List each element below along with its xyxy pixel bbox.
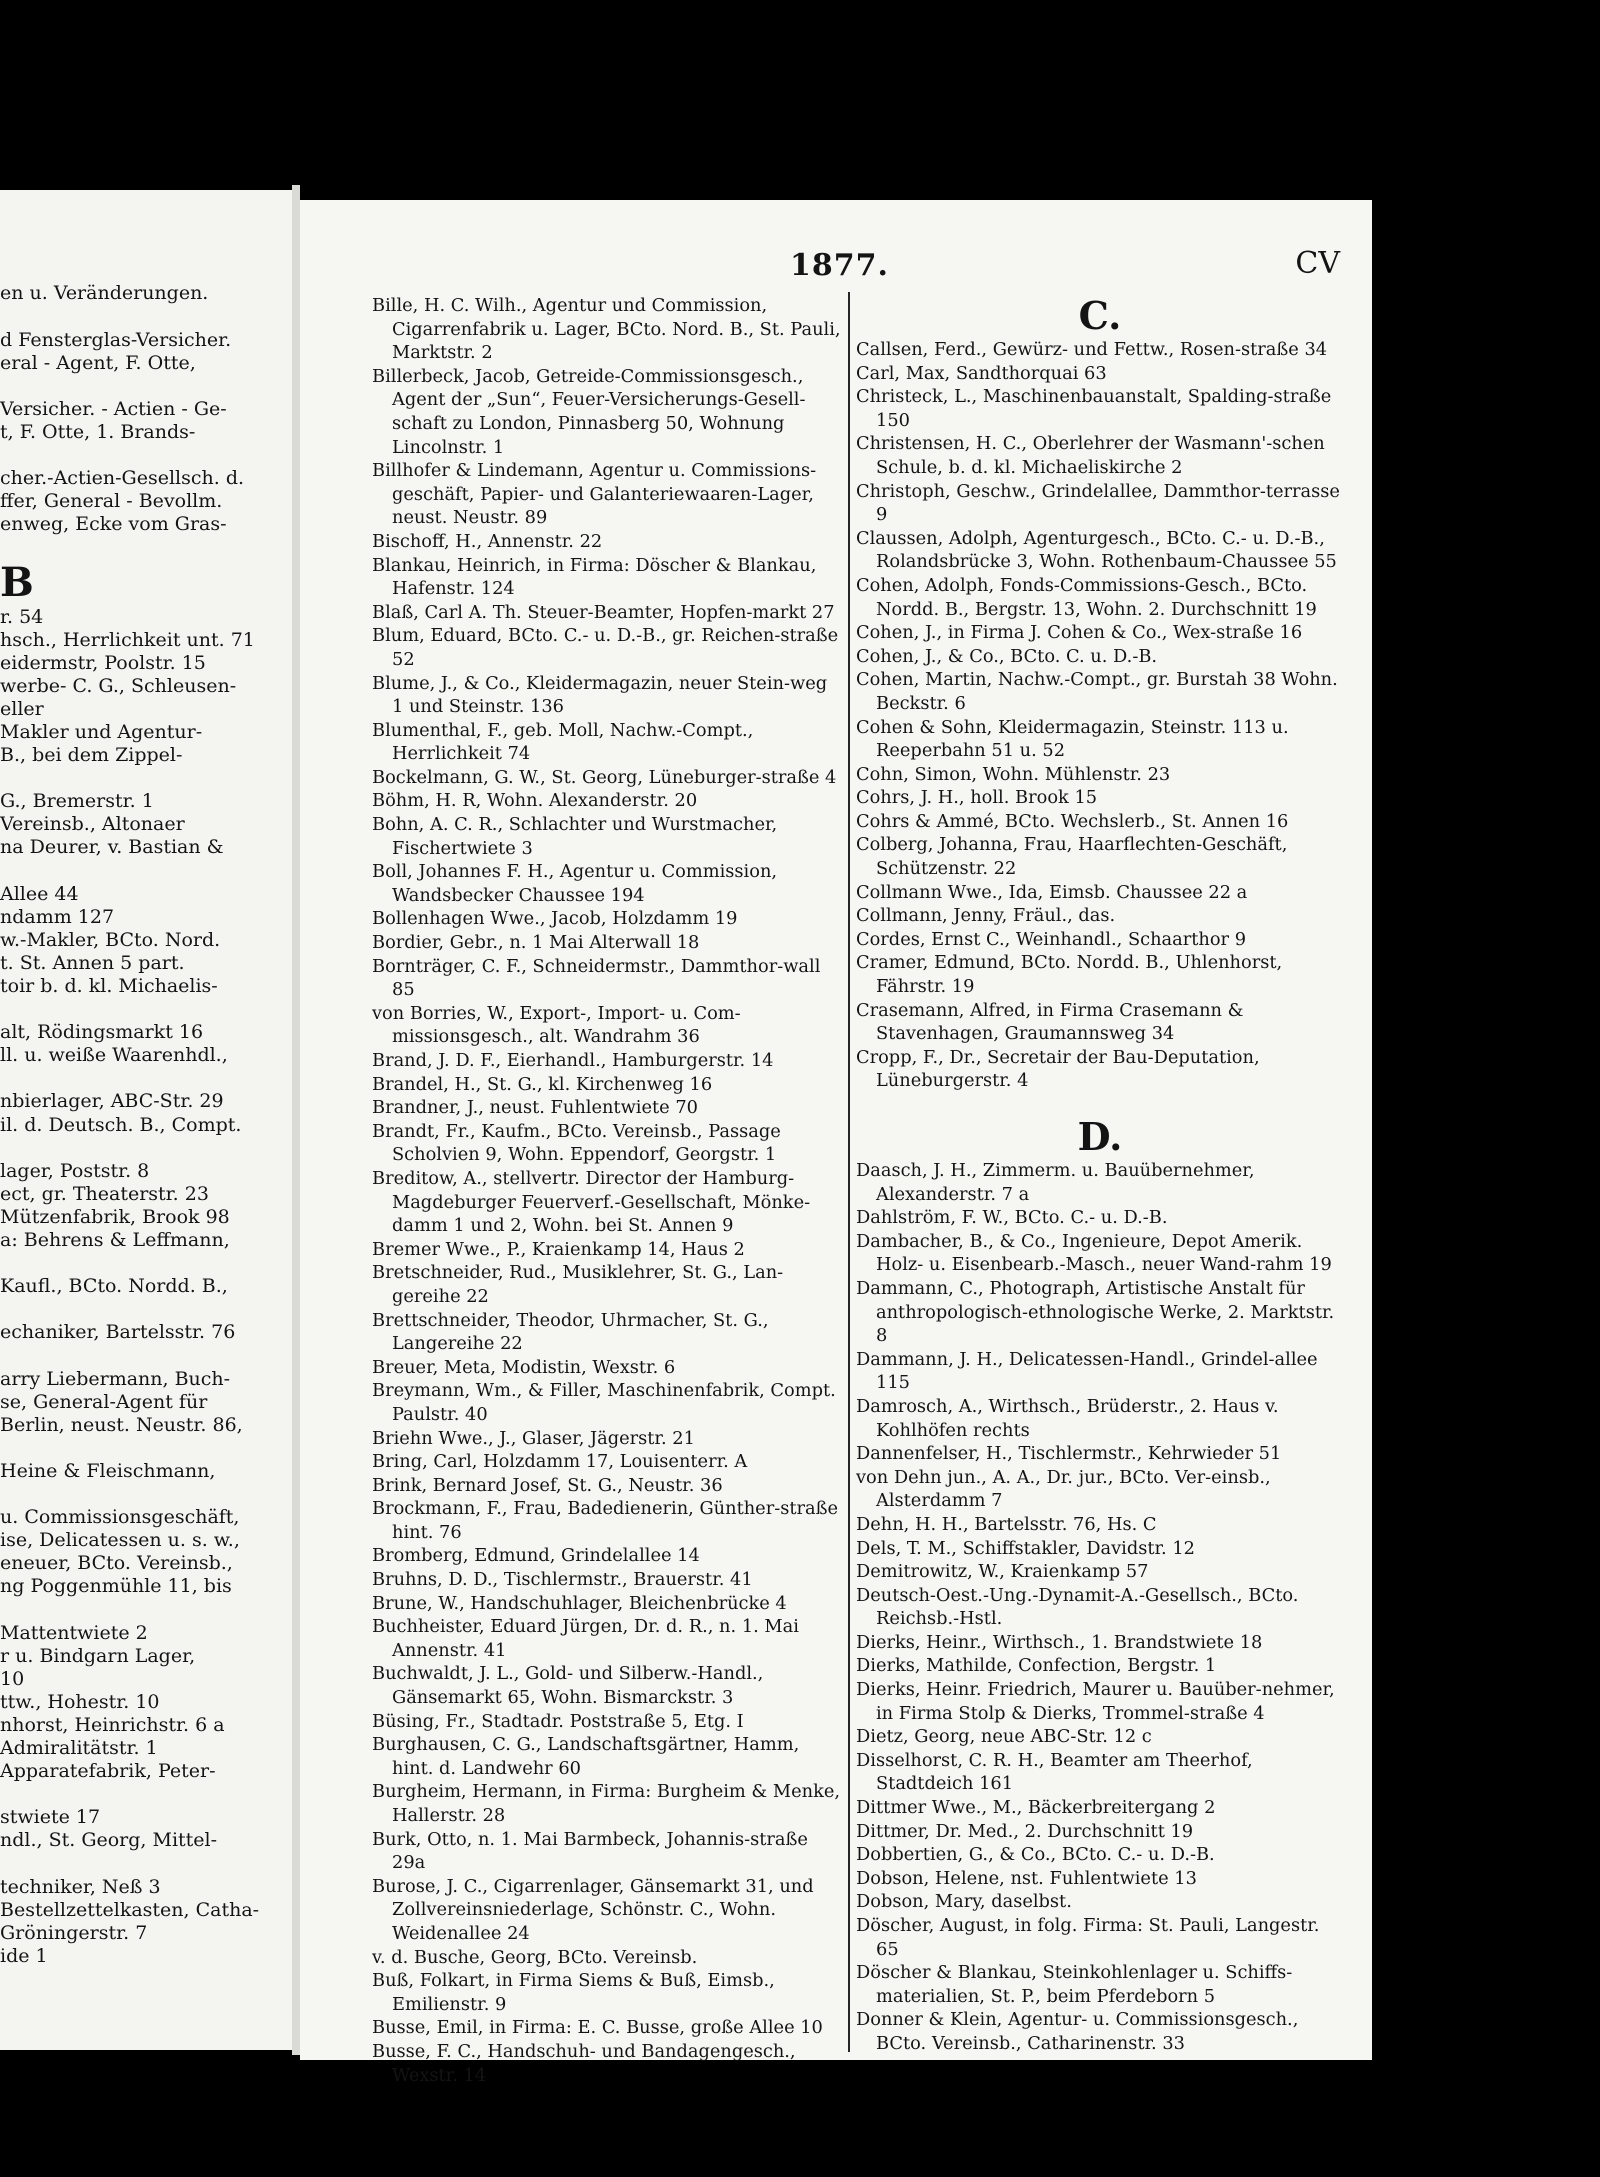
left-page-line: Makler und Agentur- (0, 720, 203, 743)
directory-entry: Bruhns, D. D., Tischlermstr., Brauerstr. 41 (372, 1569, 753, 1591)
directory-entry: Buchwaldt, J. L., Gold- und Silberw.-Handl., Gänsemarkt 65, Wohn. Bismarckstr. 3 (372, 1663, 764, 1709)
directory-entry: Cropp, F., Dr., Secretair der Bau-Deputation, Lüneburgerstr. 4 (856, 1046, 1260, 1092)
directory-entry: Bockelmann, G. W., St. Georg, Lüneburger-straße 4 (372, 766, 837, 788)
left-page-line: eneuer, BCto. Vereinsb., (0, 1552, 233, 1575)
left-page-line: r. 54 (0, 605, 44, 628)
left-page-line: Kaufl., BCto. Nordd. B., (0, 1275, 228, 1298)
directory-entry: Damrosch, A., Wirthsch., Brüderstr., 2. Haus v. Kohlhöfen rechts (856, 1395, 1279, 1441)
left-page-line: eller (0, 697, 44, 720)
directory-entry: Dittmer, Dr. Med., 2. Durchschnitt 19 (856, 1820, 1194, 1842)
page-year: 1877. (790, 248, 889, 283)
left-page-line: Allee 44 (0, 882, 79, 905)
left-page-line (0, 998, 292, 1021)
left-page-line (0, 444, 292, 467)
left-page-line (0, 190, 292, 213)
directory-entry: Dobson, Helene, nst. Fuhlentwiete 13 (856, 1867, 1197, 1889)
directory-entry: Disselhorst, C. R. H., Beamter am Theerhof, Stadtdeich 161 (856, 1749, 1253, 1795)
directory-entry: Cohen & Sohn, Kleidermagazin, Steinstr. 113 u. Reeperbahn 51 u. 52 (856, 716, 1289, 762)
directory-entry: Burose, J. C., Cigarrenlager, Gänsemarkt 31, und Zollvereinsniederlage, Schönstr. C., Wohn. Weidenallee 24 (372, 1875, 814, 1944)
left-page-line: nhorst, Heinrichstr. 6 a (0, 1714, 225, 1736)
left-page-line: stwiete 17 (0, 1806, 101, 1829)
left-page-line: B., bei dem Zippel- (0, 744, 183, 767)
left-page-line (0, 860, 292, 883)
directory-entry: Bretschneider, Rud., Musiklehrer, St. G., Lan-gereihe 22 (372, 1262, 784, 1307)
left-page-line: Bestellzettelkasten, Catha- (0, 1898, 260, 1921)
left-page-line: echaniker, Bartelsstr. 76 (0, 1321, 236, 1344)
left-page-line: Mattentwiete 2 (0, 1621, 148, 1644)
directory-entry: Bille, H. C. Wilh., Agentur und Commission, Cigarrenfabrik u. Lager, BCto. Nord. B., St. Pauli, Marktstr. 2 (372, 295, 841, 364)
directory-entry: Cohen, Martin, Nachw.-Compt., gr. Burstah 38 Wohn. Beckstr. 6 (856, 669, 1338, 714)
left-page-line: se, General-Agent für (0, 1390, 208, 1413)
left-page-line: il. d. Deutsch. B., Compt. (0, 1113, 242, 1136)
directory-entry: Brandner, J., neust. Fuhlentwiete 70 (372, 1097, 698, 1119)
left-page-line: arry Liebermann, Buch- (0, 1367, 231, 1390)
directory-entry: Christensen, H. C., Oberlehrer der Wasmann'-schen Schule, b. d. kl. Michaeliskirche 2 (856, 433, 1325, 478)
left-page-line: Gröningerstr. 7 (0, 1921, 148, 1944)
left-page-line: w.-Makler, BCto. Nord. (0, 928, 221, 951)
directory-entry: Buß, Folkart, in Firma Siems & Buß, Eimsb., Emilienstr. 9 (372, 1970, 775, 2015)
left-page-line (0, 236, 292, 259)
directory-entry: Colberg, Johanna, Frau, Haarflechten-Geschäft, Schützenstr. 22 (856, 834, 1288, 880)
directory-entry: Brune, W., Handschuhlager, Bleichenbrücke 4 (372, 1592, 787, 1614)
directory-entry: Cohen, Adolph, Fonds-Commissions-Gesch., BCto. Nordd. B., Bergstr. 13, Wohn. 2. Durchschnitt 19 (856, 574, 1317, 620)
left-page-line: ll. u. weiße Waarenhdl., (0, 1044, 228, 1067)
directory-entry: Blume, J., & Co., Kleidermagazin, neuer Stein-weg 1 und Steinstr. 136 (372, 672, 828, 718)
directory-entry: Cohen, J., in Firma J. Cohen & Co., Wex-straße 16 (856, 622, 1303, 644)
directory-entry: Billhofer & Lindemann, Agentur u. Commissions-geschäft, Papier- und Galanteriewaaren-Lager, neust. Neustr. 89 (372, 460, 817, 529)
left-page-line (0, 259, 292, 282)
directory-entry: Dels, T. M., Schiffstakler, Davidstr. 12 (856, 1537, 1195, 1559)
directory-entry: Christeck, L., Maschinenbauanstalt, Spalding-straße 150 (856, 386, 1332, 431)
directory-entry: Blaß, Carl A. Th. Steuer-Beamter, Hopfen-markt 27 (372, 601, 835, 623)
directory-entry: Blankau, Heinrich, in Firma: Döscher & Blankau, Hafenstr. 124 (372, 554, 817, 600)
directory-entry: Döscher & Blankau, Steinkohlenlager u. Schiffs-materialien, St. P., beim Pferdeborn 5 (856, 1962, 1293, 2007)
left-page-line: Admiralitätstr. 1 (0, 1737, 158, 1760)
directory-entry: Demitrowitz, W., Kraienkamp 57 (856, 1561, 1149, 1583)
directory-entry: von Borries, W., Export-, Import- u. Com-missionsgesch., alt. Wandrahm 36 (372, 1002, 741, 1048)
left-page-line: en u. Veränderungen. (0, 282, 209, 305)
directory-column-1 (372, 294, 842, 2087)
directory-entry: Dierks, Heinr., Wirthsch., 1. Brandstwiete 18 (856, 1631, 1263, 1653)
directory-entry: Dammann, J. H., Delicatessen-Handl., Grindel-allee 115 (856, 1348, 1318, 1394)
directory-entry: Collmann, Jenny, Fräul., das. (856, 905, 1116, 927)
left-page-line (0, 1067, 292, 1090)
directory-entry: Brandel, H., St. G., kl. Kirchenweg 16 (372, 1073, 713, 1095)
directory-entry: Blumenthal, F., geb. Moll, Nachw.-Compt., Herrlichkeit 74 (372, 719, 754, 765)
left-page-line: Berlin, neust. Neustr. 86, (0, 1413, 243, 1436)
directory-entry: Boll, Johannes F. H., Agentur u. Commission, Wandsbecker Chaussee 194 (372, 861, 778, 906)
directory-entry: Böhm, H. R, Wohn. Alexanderstr. 20 (372, 790, 698, 812)
left-page-line: Apparatefabrik, Peter- (0, 1760, 216, 1783)
directory-entry: Brettschneider, Theodor, Uhrmacher, St. G., Langereihe 22 (372, 1309, 769, 1355)
left-page-line (0, 1137, 292, 1160)
left-page-line: ng Poggenmühle 11, bis (0, 1575, 232, 1598)
left-page-line: r u. Bindgarn Lager, (0, 1644, 196, 1667)
left-page-line: B (0, 558, 34, 606)
right-page (300, 200, 1372, 2086)
directory-entry: v. d. Busche, Georg, BCto. Vereinsb. (372, 1946, 698, 1968)
left-page-line (0, 375, 292, 398)
directory-entry: Dambacher, B., & Co., Ingenieure, Depot Amerik. Holz- u. Eisenbearb.-Masch., neuer Wand-rahm 19 (856, 1230, 1332, 1276)
left-page-line: Versicher. - Actien - Ge- (0, 397, 227, 420)
left-page-line (0, 767, 292, 790)
left-page-line (0, 213, 292, 236)
left-page-line: lager, Poststr. 8 (0, 1159, 150, 1182)
directory-entry: Burk, Otto, n. 1. Mai Barmbeck, Johannis-straße 29a (372, 1828, 808, 1874)
directory-entry: Dobson, Mary, daselbst. (856, 1891, 1072, 1913)
directory-entry: Cohen, J., & Co., BCto. C. u. D.-B. (856, 645, 1158, 667)
directory-entry: Billerbeck, Jacob, Getreide-Commissionsgesch., Agent der „Sun“, Feuer-Versicherungs-Gesell-schaft zu London, Pinnasberg 50, Wohnung Lincolnstr. 1 (372, 365, 806, 458)
left-page-line: ect, gr. Theaterstr. 23 (0, 1182, 209, 1205)
left-page-line (0, 536, 292, 559)
directory-entry: Dahlström, F. W., BCto. C.- u. D.-B. (856, 1207, 1168, 1229)
directory-entry: Brockmann, F., Frau, Badedienerin, Günther-straße hint. 76 (372, 1498, 838, 1543)
directory-entry: Dittmer Wwe., M., Bäckerbreitergang 2 (856, 1797, 1216, 1819)
directory-entry: Döscher, August, in folg. Firma: St. Pauli, Langestr. 65 (856, 1915, 1320, 1960)
directory-entry: Cramer, Edmund, BCto. Nordd. B., Uhlenhorst, Fährstr. 19 (856, 952, 1283, 998)
left-page-line: 10 (0, 1667, 25, 1690)
directory-entry: Dierks, Heinr. Friedrich, Maurer u. Bauüber-nehmer, in Firma Stolp & Dierks, Trommel-straße 4 (856, 1679, 1335, 1724)
directory-entry: Crasemann, Alfred, in Firma Crasemann & Stavenhagen, Graumannsweg 34 (856, 999, 1244, 1045)
left-page-line: Vereinsb., Altonaer (0, 813, 185, 836)
left-page-line: ffer, General - Bevollm. (0, 490, 223, 513)
left-page-line (0, 1599, 292, 1622)
directory-entry: Dierks, Mathilde, Confection, Bergstr. 1 (856, 1655, 1217, 1677)
directory-entry: Dobbertien, G., & Co., BCto. C.- u. D.-B. (856, 1844, 1215, 1866)
page-header (300, 248, 1372, 282)
left-page-line: G., Bremerstr. 1 (0, 790, 154, 813)
directory-entry: Cordes, Ernst C., Weinhandl., Schaarthor 9 (856, 928, 1247, 950)
directory-entry: Büsing, Fr., Stadtadr. Poststraße 5, Etg. I (372, 1710, 744, 1732)
left-page-line: toir b. d. kl. Michaelis- (0, 975, 218, 997)
left-page-line (0, 1783, 292, 1806)
directory-entry: Dammann, C., Photograph, Artistische Anstalt für anthropologisch-ethnologische Werke, 2. Marktstr. 8 (856, 1277, 1335, 1347)
section-letter: D. (1077, 1114, 1123, 1159)
left-page-line: Heine & Fleischmann, (0, 1459, 216, 1482)
directory-entry: Busse, Emil, in Firma: E. C. Busse, große Allee 10 (372, 2017, 823, 2039)
left-page-line: eidermstr, Poolstr. 15 (0, 651, 206, 674)
left-page-line (0, 1345, 292, 1368)
directory-entry: Christoph, Geschw., Grindelallee, Dammthor-terrasse 9 (856, 480, 1340, 526)
directory-entry: Breuer, Meta, Modistin, Wexstr. 6 (372, 1356, 676, 1378)
directory-entry: Bring, Carl, Holzdamm 17, Louisenterr. A (372, 1451, 748, 1473)
section-letter: C. (1078, 293, 1122, 338)
directory-entry: Bischoff, H., Annenstr. 22 (372, 530, 603, 552)
left-page-line: u. Commissionsgeschäft, (0, 1506, 240, 1529)
directory-entry: Bromberg, Edmund, Grindelallee 14 (372, 1545, 700, 1567)
left-page-line: ttw., Hohestr. 10 (0, 1690, 160, 1713)
directory-entry: Callsen, Ferd., Gewürz- und Fettw., Rosen-straße 34 (856, 339, 1328, 360)
directory-entry: Brand, J. D. F., Eierhandl., Hamburgerstr. 14 (372, 1050, 774, 1071)
left-page-line: a: Behrens & Leffmann, (0, 1229, 230, 1252)
left-page-line (0, 1483, 292, 1506)
left-page-line (0, 1298, 292, 1321)
left-page-line: techniker, Neß 3 (0, 1875, 161, 1898)
left-page-line: t, F. Otte, 1. Brands- (0, 420, 196, 443)
directory-entry: Cohrs & Ammé, BCto. Wechslerb., St. Annen 16 (856, 810, 1289, 832)
left-page-line: nbierlager, ABC-Str. 29 (0, 1090, 224, 1113)
directory-entry: Busse, F. C., Handschuh- und Bandagengesch., Wexstr. 14 (372, 2040, 796, 2086)
left-page-line: ndamm 127 (0, 905, 115, 928)
page-number: CV (1295, 246, 1340, 281)
left-page-line (0, 1252, 292, 1275)
directory-entry: Carl, Max, Sandthorquai 63 (856, 362, 1107, 384)
directory-entry: Bornträger, C. F., Schneidermstr., Dammthor-wall 85 (372, 955, 821, 1001)
left-page-line: werbe- C. G., Schleusen- (0, 674, 237, 697)
left-page-line: alt, Rödingsmarkt 16 (0, 1021, 204, 1044)
directory-entry: Burgheim, Hermann, in Firma: Burgheim & Menke, Hallerstr. 28 (372, 1781, 841, 1826)
directory-entry: Cohrs, J. H., holl. Brook 15 (856, 787, 1098, 809)
left-page-line: ise, Delicatessen u. s. w., (0, 1529, 240, 1552)
left-page-line: na Deurer, v. Bastian & (0, 836, 224, 859)
directory-entry: Deutsch-Oest.-Ung.-Dynamit-A.-Gesellsch., BCto. Reichsb.-Hstl. (856, 1584, 1299, 1630)
directory-entry: Breymann, Wm., & Filler, Maschinenfabrik, Compt. Paulstr. 40 (372, 1380, 836, 1425)
left-page-fragment (0, 190, 292, 2050)
directory-entry: Burghausen, C. G., Landschaftsgärtner, Hamm, hint. d. Landwehr 60 (372, 1734, 800, 1779)
directory-column-2 (856, 294, 1344, 2056)
directory-entry: Breditow, A., stellvertr. Director der Hamburg-Magdeburger Feuerverf.-Gesellschaft, Mönke-damm 1 und 2, Wohn. bei St. Annen 9 (372, 1167, 811, 1237)
directory-entry: Donner & Klein, Agentur- u. Commissionsgesch., BCto. Vereinsb., Catharinenstr. 33 (856, 2009, 1299, 2054)
left-page-line: ide 1 (0, 1944, 48, 1967)
left-page-line: hsch., Herrlichkeit unt. 71 (0, 628, 255, 651)
left-page-line: eral - Agent, F. Otte, (0, 351, 196, 374)
directory-entry: Briehn Wwe., J., Glaser, Jägerstr. 21 (372, 1427, 695, 1449)
directory-entry: Buchheister, Eduard Jürgen, Dr. d. R., n. 1. Mai Annenstr. 41 (372, 1616, 799, 1661)
directory-entry: Cohn, Simon, Wohn. Mühlenstr. 23 (856, 763, 1171, 785)
left-page-line: cher.-Actien-Gesellsch. d. (0, 467, 245, 490)
directory-entry: von Dehn jun., A. A., Dr. jur., BCto. Ver-einsb., Alsterdamm 7 (856, 1466, 1271, 1512)
left-page-line: Mützenfabrik, Brook 98 (0, 1205, 230, 1228)
column-divider (848, 292, 850, 2052)
left-page-line: d Fensterglas-Versicher. (0, 328, 232, 351)
directory-entry: Bremer Wwe., P., Kraienkamp 14, Haus 2 (372, 1238, 745, 1260)
directory-entry: Dehn, H. H., Bartelsstr. 76, Hs. C (856, 1513, 1157, 1535)
directory-entry: Blum, Eduard, BCto. C.- u. D.-B., gr. Reichen-straße 52 (372, 625, 839, 670)
left-page-line: t. St. Annen 5 part. (0, 951, 185, 974)
directory-entry: Claussen, Adolph, Agenturgesch., BCto. C.- u. D.-B., Rolandsbrücke 3, Wohn. Rothenbaum-Chaussee 55 (856, 527, 1337, 573)
directory-entry: Bordier, Gebr., n. 1 Mai Alterwall 18 (372, 932, 700, 954)
left-page-line: ndl., St. Georg, Mittel- (0, 1829, 218, 1852)
directory-entry: Brandt, Fr., Kaufm., BCto. Vereinsb., Passage Scholvien 9, Wohn. Eppendorf, Georgstr. 1 (372, 1120, 781, 1166)
directory-entry: Bollenhagen Wwe., Jacob, Holzdamm 19 (372, 908, 738, 930)
directory-entry: Daasch, J. H., Zimmerm. u. Bauübernehmer, Alexanderstr. 7 a (856, 1160, 1255, 1205)
directory-entry: Brink, Bernard Josef, St. G., Neustr. 36 (372, 1474, 723, 1496)
left-page-line (0, 1853, 292, 1876)
left-page-line (0, 1437, 292, 1460)
left-page-line (0, 305, 292, 328)
directory-entry: Dannenfelser, H., Tischlermstr., Kehrwieder 51 (856, 1443, 1282, 1465)
directory-entry: Bohn, A. C. R., Schlachter und Wurstmacher, Fischertwiete 3 (372, 814, 778, 859)
book-gutter (292, 185, 300, 2055)
directory-entry: Dietz, Georg, neue ABC-Str. 12 c (856, 1726, 1152, 1748)
left-page-text (0, 190, 292, 1968)
left-page-line: enweg, Ecke vom Gras- (0, 513, 227, 536)
directory-entry: Collmann Wwe., Ida, Eimsb. Chaussee 22 a (856, 881, 1248, 903)
